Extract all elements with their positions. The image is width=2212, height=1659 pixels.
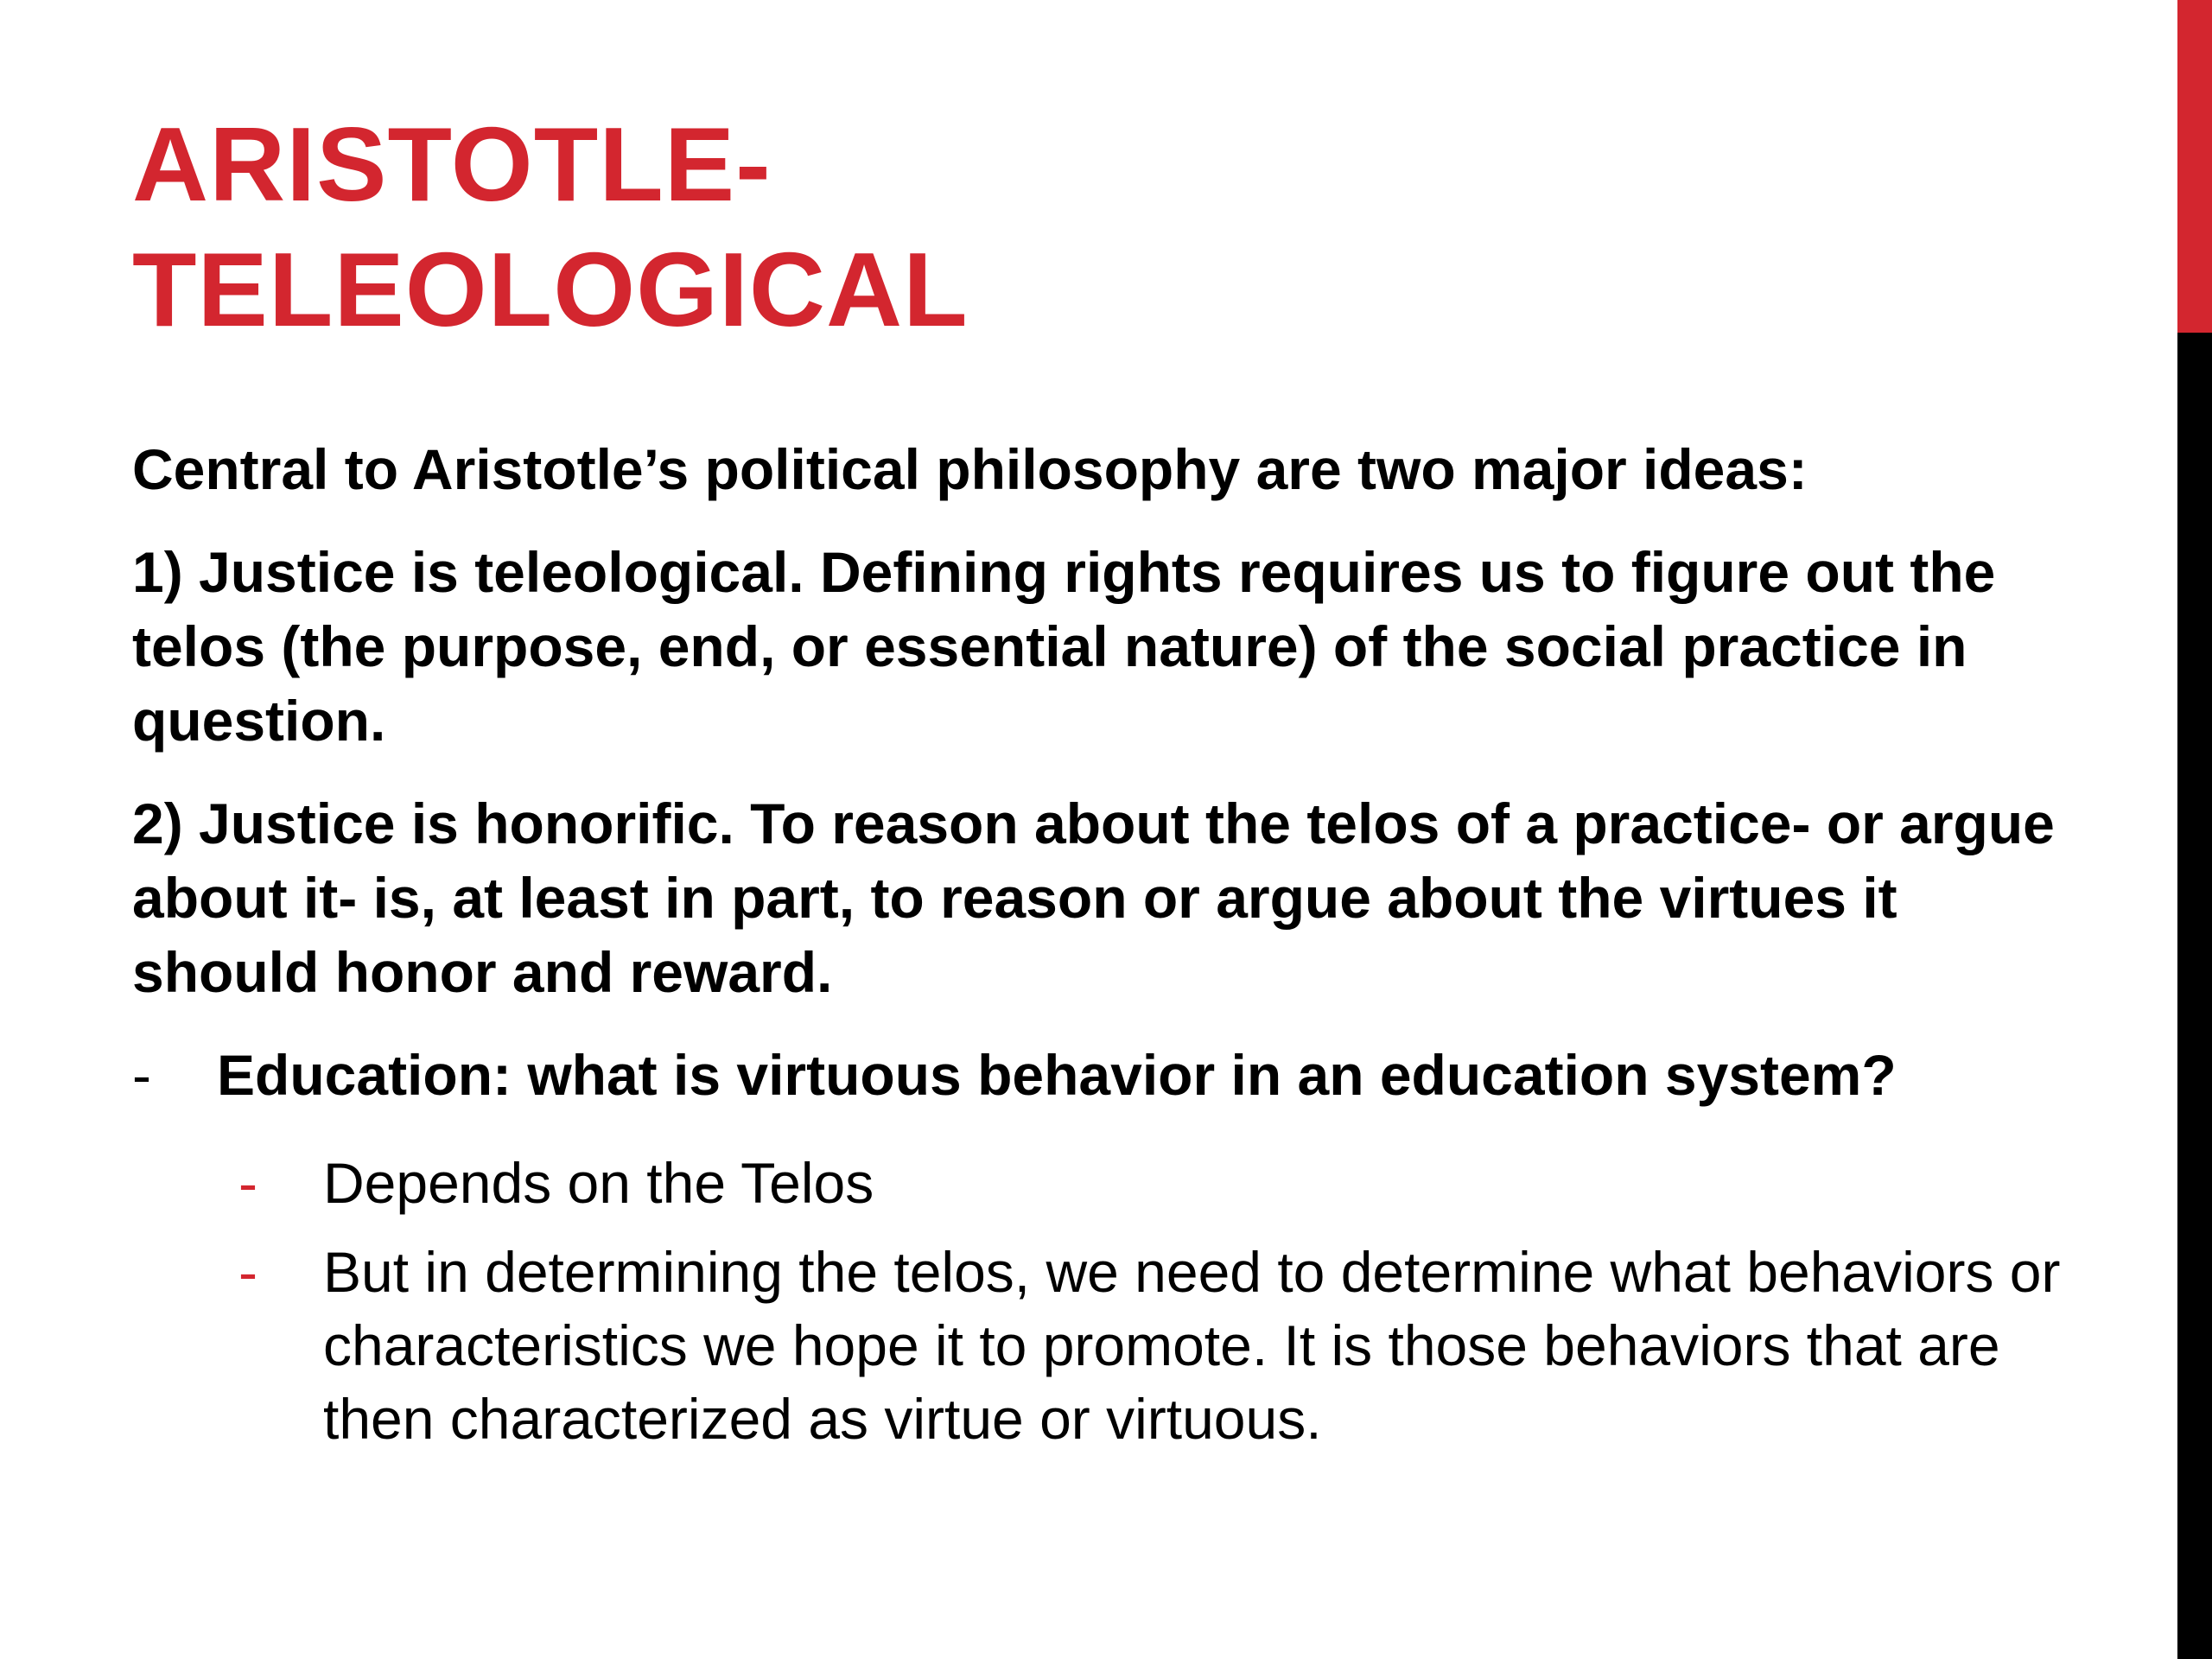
slide-title (132, 102, 2076, 353)
side-accent-bar-red (2177, 0, 2212, 333)
slide-body (132, 432, 2068, 1471)
sub-bullet-text: But in determining the telos, we need to determine what behaviors or characteristics we hope it to promote. It is those behaviors that are then characterized as virtue or virtuous. (323, 1240, 2061, 1451)
point-2-paragraph: 2) Justice is honorific. To reason about the telos of a practice- or argue about it- is, at least in part, to reason or argue about the virtues it should honor and reward. (132, 791, 2055, 1004)
bullet-dash-marker: - (132, 1043, 151, 1107)
sub-bullet-dash-marker: - (238, 1240, 257, 1304)
sub-bullet-text: Depends on the Telos (323, 1151, 874, 1215)
intro-paragraph: Central to Aristotle’s political philosophy are two major ideas: (132, 437, 1808, 501)
slide-title-line-1: ARISTOTLE- (132, 105, 772, 223)
sub-bullet-list (132, 1147, 2068, 1456)
sub-bullet-item (238, 1147, 2068, 1220)
slide-title-line-2: TELEOLOGICAL (132, 231, 969, 348)
side-accent-bar-black (2177, 333, 2212, 1659)
sub-bullet-dash-marker: - (238, 1151, 257, 1215)
sub-bullet-item (238, 1236, 2068, 1456)
education-bullet (132, 1038, 2068, 1112)
point-1-paragraph: 1) Justice is teleological. Defining rights requires us to figure out the telos (the purpose, end, or essential nature) of the social practice in question. (132, 540, 1996, 753)
education-bullet-text: Education: what is virtuous behavior in an education system? (217, 1043, 1897, 1107)
